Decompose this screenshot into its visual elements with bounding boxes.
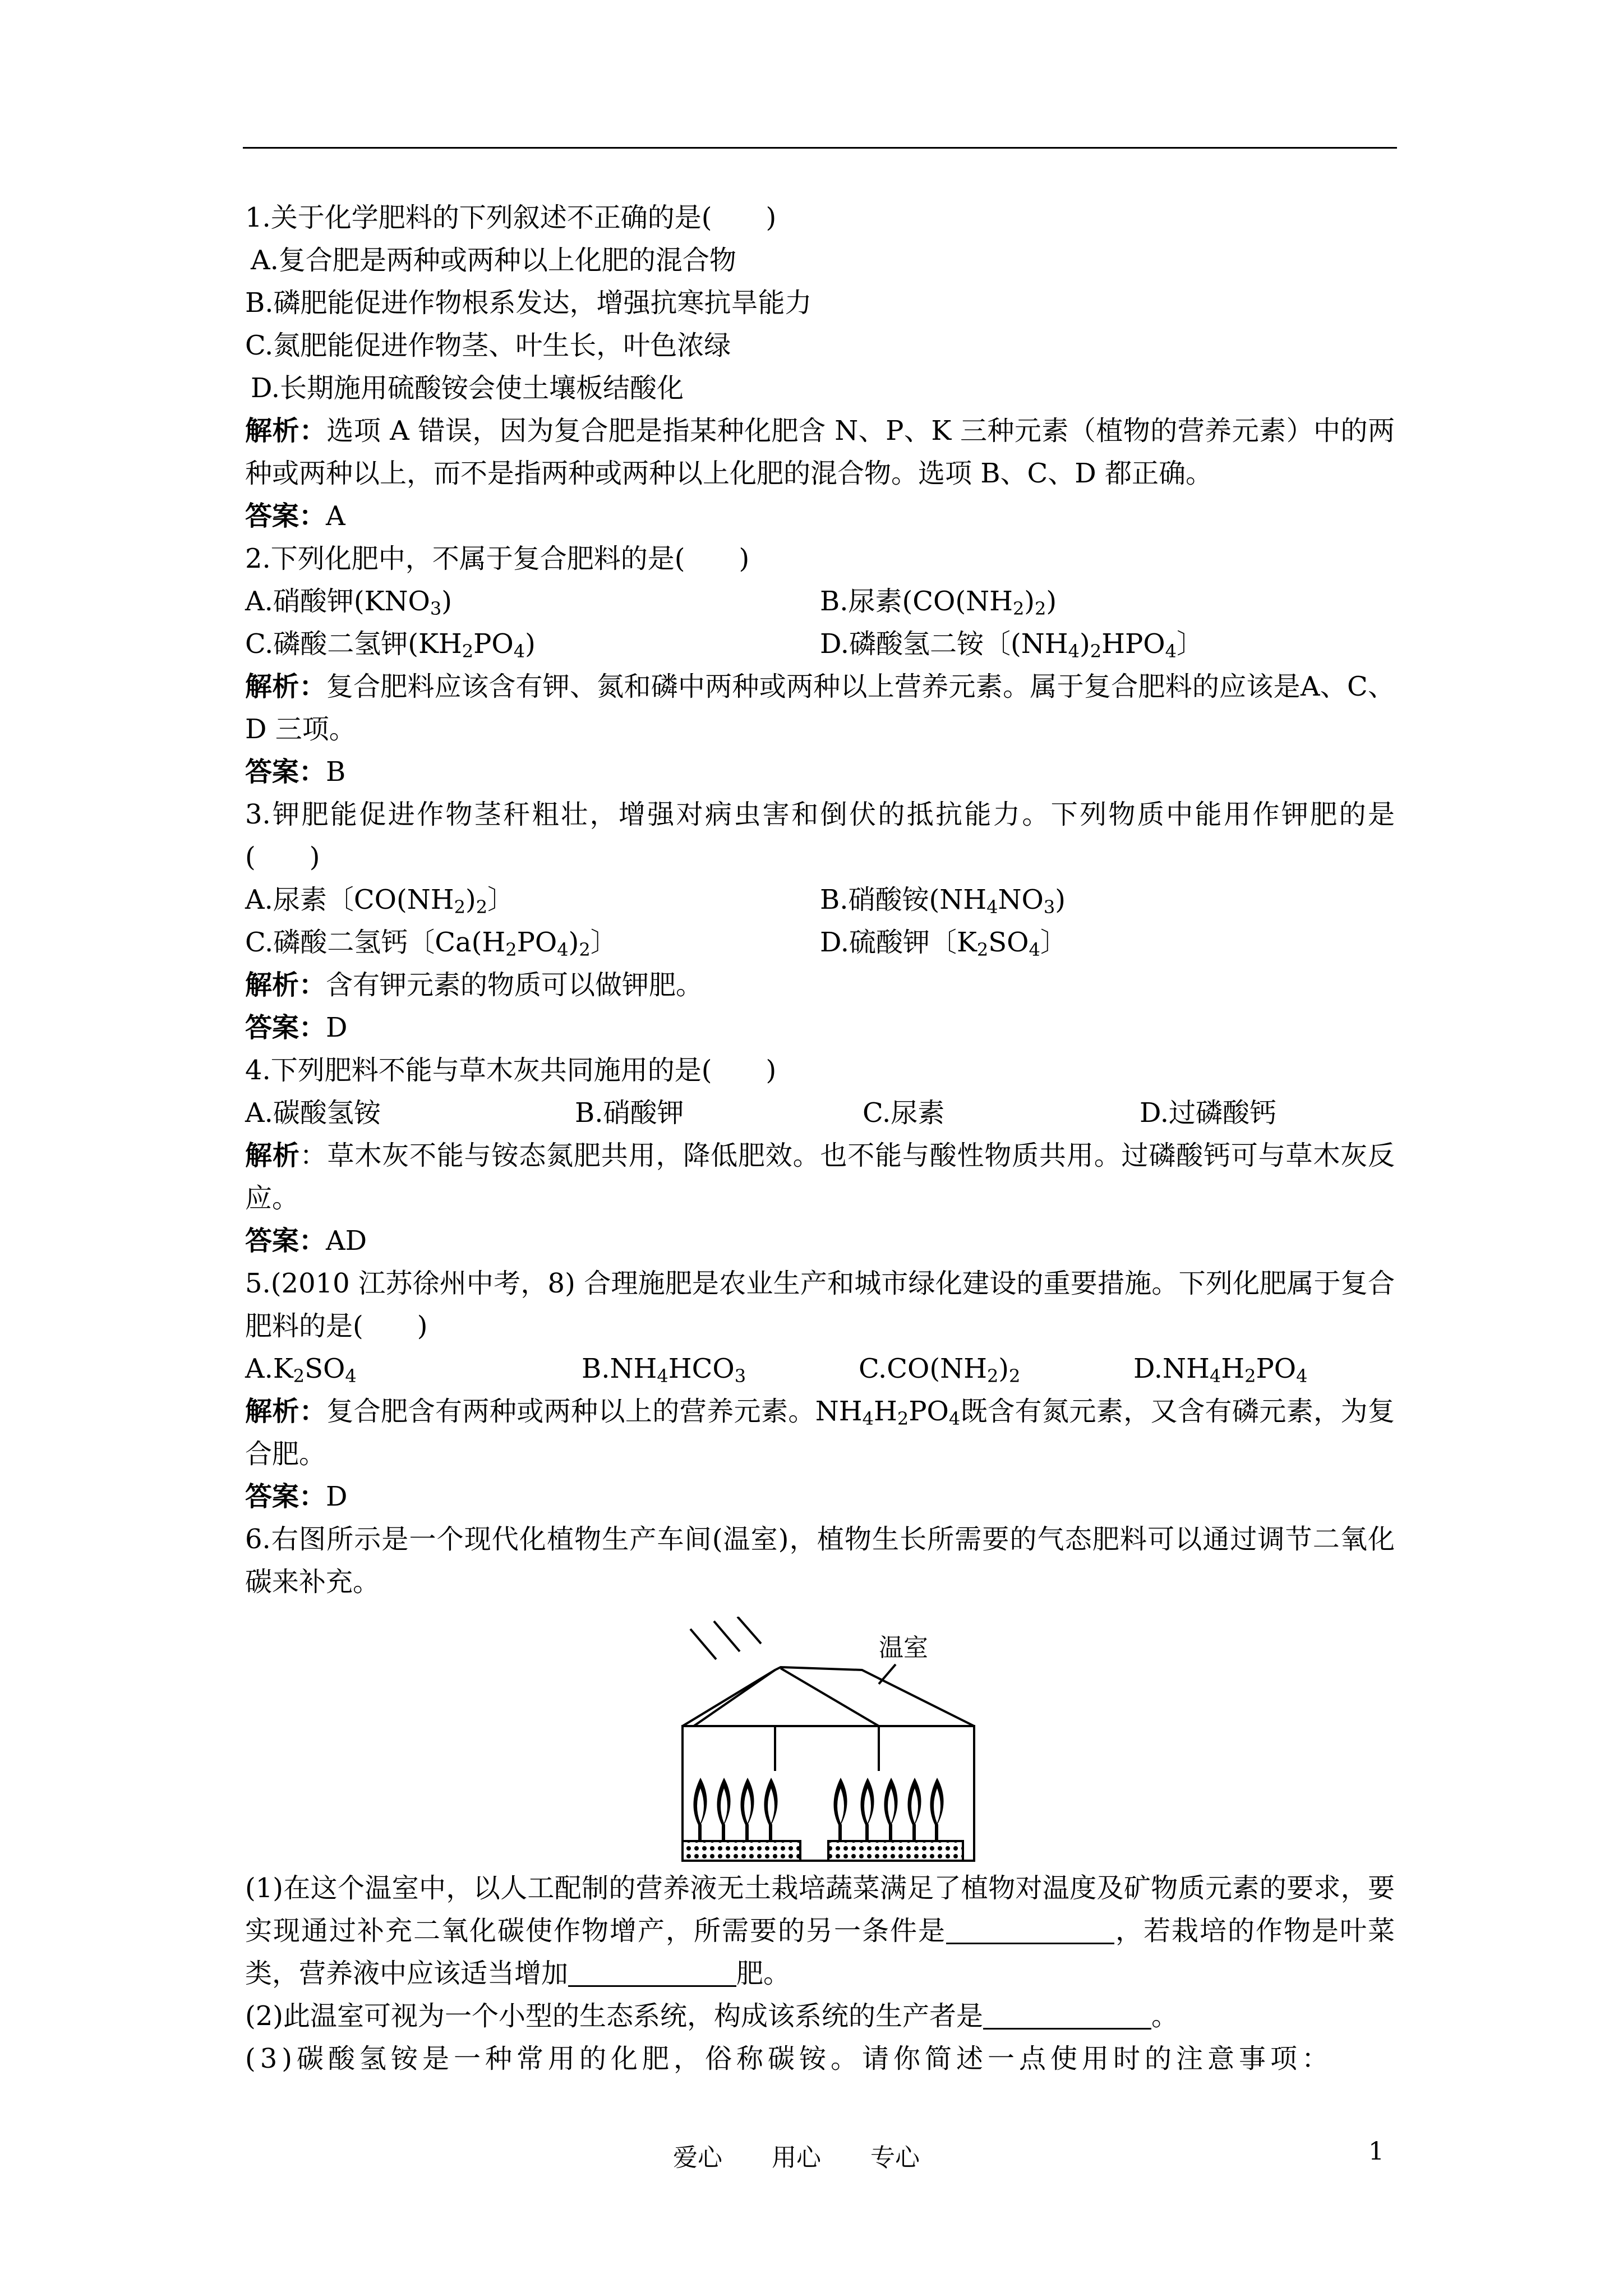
answer-label: 答案： bbox=[245, 1225, 326, 1257]
q2-option-b: B.尿素$(CO(NH_2)_2)$ bbox=[820, 586, 1057, 619]
q6-part-3: (3)碳酸氢铵是一种常用的化肥，俗称碳铵。请你简述一点使用时的注意事项： bbox=[245, 2043, 1333, 2074]
q4-stem: 4.下列肥料不能与草木灰共同施用的是( ) bbox=[245, 1055, 777, 1086]
header-rule bbox=[243, 147, 1397, 149]
q2-analysis-text: 复合肥料应该含有钾、氮和磷中两种或两种以上营养元素。属于复合肥料的应该是A、C、D 三项。 bbox=[245, 671, 1395, 745]
nutrient-tray bbox=[828, 1841, 963, 1861]
q2-answer-value: B bbox=[326, 756, 346, 788]
q3-option-d: D.硫酸钾〔$K_2SO_4$〕 bbox=[820, 927, 1067, 960]
q5-analysis: 解析：复合肥含有两种或两种以上的营养元素。$NH_4H_2PO_4$既含有氮元素，又含有磷元素，为复合肥。 bbox=[245, 1396, 1395, 1470]
document-body bbox=[245, 196, 1395, 2080]
q4-analysis-text: ：草木灰不能与铵态氮肥共用，降低肥效。也不能与酸性物质共用。过磷酸钙可与草木灰反应。 bbox=[245, 1140, 1395, 1214]
plants bbox=[693, 1778, 943, 1841]
q3-analysis bbox=[245, 964, 1395, 1006]
sunlight-arrow bbox=[690, 1629, 716, 1659]
q4-option-a: A.碳酸氢铵 bbox=[245, 1097, 381, 1129]
q4-option-b: B.硝酸钾 bbox=[575, 1097, 684, 1129]
q3-options-row-1 bbox=[245, 878, 1395, 921]
page-number: 1 bbox=[1368, 2137, 1384, 2166]
q2-options-row-1 bbox=[245, 580, 1395, 623]
q1-analysis bbox=[245, 409, 1395, 495]
q6-part-2: (2)此温室可视为一个小型的生态系统，构成该系统的生产者是 。 bbox=[245, 2000, 1179, 2032]
q1-option-a: A.复合肥是两种或两种以上化肥的混合物 bbox=[251, 245, 736, 276]
q5-answer bbox=[245, 1475, 1395, 1518]
q4-answer bbox=[245, 1220, 1395, 1262]
q2-analysis bbox=[245, 665, 1395, 751]
analysis-label: 解析： bbox=[245, 415, 327, 447]
q4-analysis bbox=[245, 1134, 1395, 1220]
greenhouse-figure bbox=[677, 1617, 980, 1864]
q4-option-d: D.过磷酸钙 bbox=[1140, 1097, 1277, 1129]
q4-options bbox=[245, 1092, 1395, 1134]
q4-option-c: C.尿素 bbox=[863, 1097, 945, 1129]
q2-options-row-2 bbox=[245, 623, 1395, 665]
q5-option-a: $A.K_2SO_4$ bbox=[245, 1353, 357, 1387]
q3-stem: 3.钾肥能促进作物茎秆粗壮，增强对病虫害和倒伏的抵抗能力。下列物质中能用作钾肥的是( ) bbox=[245, 799, 1395, 873]
q5-option-b: $B.NH_4HCO_3$ bbox=[582, 1353, 746, 1387]
nutrient-tray bbox=[683, 1841, 800, 1861]
answer-blank[interactable] bbox=[568, 1961, 736, 1987]
q5-stem: 5.(2010 江苏徐州中考，8) 合理施肥是农业生产和城市绿化建设的重要措施。下列化肥属于复合肥料的是( ) bbox=[245, 1268, 1395, 1342]
q2-option-c: C.磷酸二氢钾$(KH_2PO_4)$ bbox=[245, 628, 536, 662]
q2-answer bbox=[245, 751, 1395, 793]
sunlight-arrow bbox=[714, 1621, 740, 1651]
q3-options-row-2 bbox=[245, 921, 1395, 964]
greenhouse-label: 温室 bbox=[879, 1634, 928, 1662]
q5-options bbox=[245, 1347, 1395, 1390]
q2-option-a: A.硝酸钾$(KNO_3)$ bbox=[245, 586, 452, 619]
q3-option-c: C.磷酸二氢钙〔$Ca(H_2PO_4)_2$〕 bbox=[245, 927, 617, 960]
answer-label: 答案： bbox=[245, 1481, 326, 1512]
q3-option-a: A.尿素〔$CO(NH_2)_2$〕 bbox=[245, 884, 515, 918]
answer-blank[interactable] bbox=[983, 2003, 1151, 2030]
answer-label: 答案： bbox=[245, 756, 326, 788]
q6-part-1: (1)在这个温室中，以人工配制的营养液无土栽培蔬菜满足了植物对温度及矿物质元素的要求，要实现通过补充二氧化碳使作物增产，所需要的另一条件是 ，若栽培的作物是叶菜类，营养液中应该适当增加 肥。 bbox=[245, 1872, 1395, 1989]
analysis-label: 解析： bbox=[245, 969, 326, 1001]
analysis-label: 解析： bbox=[245, 1396, 327, 1427]
q1-option-d: D.长期施用硫酸铵会使土壤板结酸化 bbox=[251, 372, 684, 404]
q1-option-b: B.磷肥能促进作物根系发达，增强抗寒抗旱能力 bbox=[245, 287, 812, 319]
q5-answer-value: D bbox=[326, 1481, 348, 1512]
answer-label: 答案： bbox=[245, 1012, 326, 1043]
q6-stem: 6.右图所示是一个现代化植物生产车间(温室)，植物生长所需要的气态肥料可以通过调节二氧化碳来补充。 bbox=[245, 1524, 1395, 1598]
q1-stem: 1.关于化学肥料的下列叙述不正确的是( ) bbox=[245, 202, 777, 233]
q5-option-c: $C.CO(NH_2)_2$ bbox=[859, 1353, 1021, 1387]
plant-leaf-highlights bbox=[697, 1788, 940, 1823]
q2-option-d: D.磷酸氢二铵〔$(NH_4)_2HPO_4$〕 bbox=[820, 628, 1204, 662]
q4-answer-value: AD bbox=[326, 1225, 367, 1257]
q1-answer-value: A bbox=[326, 500, 345, 532]
q3-answer-value: D bbox=[326, 1012, 348, 1043]
q1-answer bbox=[245, 495, 1395, 537]
sunlight-arrow bbox=[737, 1617, 761, 1644]
q1-analysis-text: 选项 A 错误，因为复合肥是指某种化肥含 N、P、K 三种元素（植物的营养元素）中的两种或两种以上，而不是指两种或两种以上化肥的混合物。选项 B、C、D 都正确。 bbox=[245, 415, 1395, 489]
answer-blank[interactable] bbox=[946, 1918, 1114, 1944]
q3-option-b: B.硝酸铵$(NH_4NO_3)$ bbox=[820, 884, 1066, 918]
q2-stem: 2.下列化肥中，不属于复合肥料的是( ) bbox=[245, 543, 750, 574]
q3-analysis-text: 含有钾元素的物质可以做钾肥。 bbox=[326, 969, 703, 1001]
q3-answer bbox=[245, 1006, 1395, 1049]
analysis-label: 解析 bbox=[245, 1140, 300, 1171]
q1-option-c: C.氮肥能促进作物茎、叶生长，叶色浓绿 bbox=[245, 330, 731, 361]
q5-option-d: $D.NH_4H_2PO_4$ bbox=[1133, 1353, 1308, 1387]
analysis-label: 解析： bbox=[245, 671, 326, 702]
footer-motto: 爱心 用心 专心 bbox=[673, 2143, 920, 2172]
answer-label: 答案： bbox=[245, 500, 326, 532]
